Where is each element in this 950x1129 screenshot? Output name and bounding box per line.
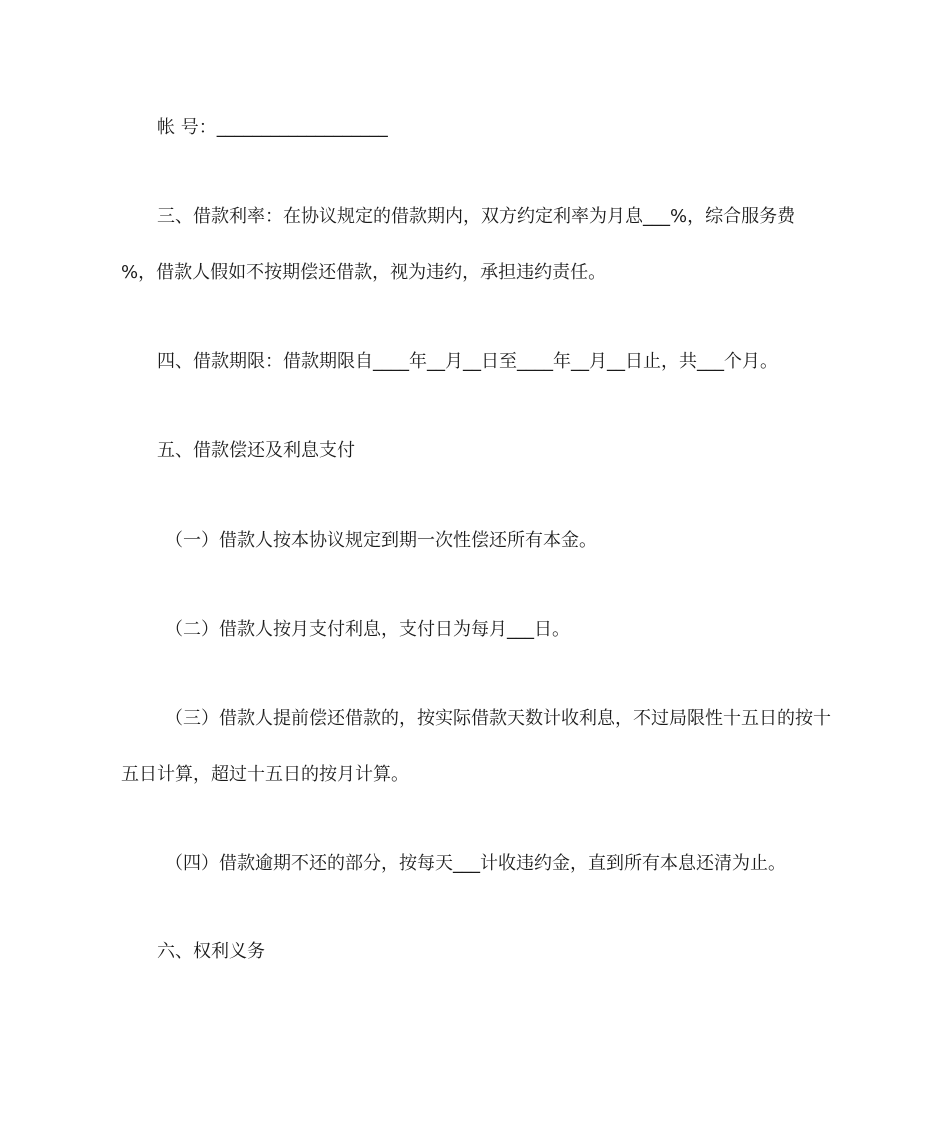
account-value: ___________________ bbox=[216, 117, 388, 138]
clause-3-line-2: %，借款人假如不按期偿还借款，视为违约，承担违约责任。 bbox=[121, 262, 607, 283]
clause-5-item-1: （一）借款人按本协议规定到期一次性偿还所有本金。 bbox=[165, 530, 597, 551]
clause-5-heading: 五、借款偿还及利息支付 bbox=[157, 440, 355, 461]
clause-5-item-3-line-1: （三）借款人提前偿还借款的，按实际借款天数计收利息，不过局限性十五日的按十 bbox=[165, 708, 831, 729]
clause-6-heading: 六、权利义务 bbox=[157, 941, 265, 962]
clause-5-item-4: （四）借款逾期不还的部分，按每天___计收违约金，直到所有本息还清为止。 bbox=[165, 853, 786, 874]
clause-3-line-1: 三、借款利率：在协议规定的借款期内，双方约定利率为月息___%，综合服务费 bbox=[157, 206, 796, 227]
account-line bbox=[121, 116, 869, 140]
clause-5-item-3-line-2: 五日计算，超过十五日的按月计算。 bbox=[121, 764, 409, 785]
clause-4-text: 四、借款期限：借款期限自____年__月__日至____年__月__日止，共___个月。 bbox=[157, 351, 778, 372]
account-label: 帐 号： bbox=[157, 117, 217, 138]
clause-5-item-2: （二）借款人按月支付利息，支付日为每月___日。 bbox=[165, 619, 570, 640]
